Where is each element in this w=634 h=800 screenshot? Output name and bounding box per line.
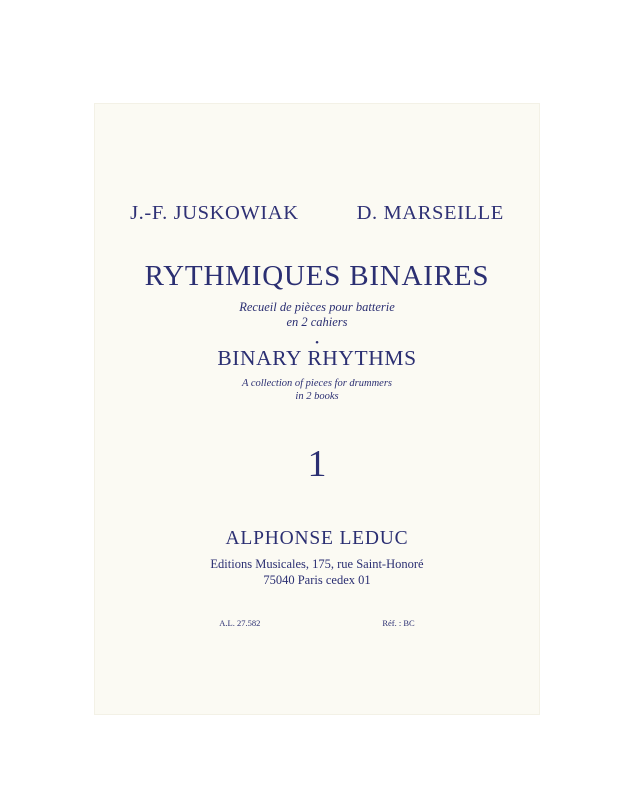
separator-dot: • xyxy=(315,337,319,349)
subtitle-english-line-1: A collection of pieces for drummers xyxy=(242,378,392,389)
subtitle-french xyxy=(95,300,539,330)
author-name-2: D. MARSEILLE xyxy=(356,202,504,224)
cover-footer xyxy=(95,618,539,628)
cover-content xyxy=(95,104,539,714)
publisher-address-line-2: 75040 Paris cedex 01 xyxy=(263,573,371,587)
sheet-music-cover xyxy=(95,104,539,714)
subtitle-french-line-1: Recueil de pièces pour batterie xyxy=(239,300,395,314)
title-french: RYTHMIQUES BINAIRES xyxy=(144,260,490,292)
publisher-address-line-1: Editions Musicales, 175, rue Saint-Honoré xyxy=(210,557,424,571)
publisher-name: ALPHONSE LEDUC xyxy=(225,528,409,549)
volume-number: 1 xyxy=(307,443,327,485)
authors-line xyxy=(95,202,539,225)
subtitle-english xyxy=(95,377,539,403)
reference-code: Réf. : BC xyxy=(382,618,415,628)
author-name-1: J.-F. JUSKOWIAK xyxy=(130,202,299,224)
publisher-address xyxy=(95,556,539,588)
catalog-number: A.L. 27.582 xyxy=(219,618,261,628)
subtitle-french-line-2: en 2 cahiers xyxy=(286,315,348,329)
title-english: BINARY RHYTHMS xyxy=(217,346,417,370)
subtitle-english-line-2: in 2 books xyxy=(295,391,339,402)
